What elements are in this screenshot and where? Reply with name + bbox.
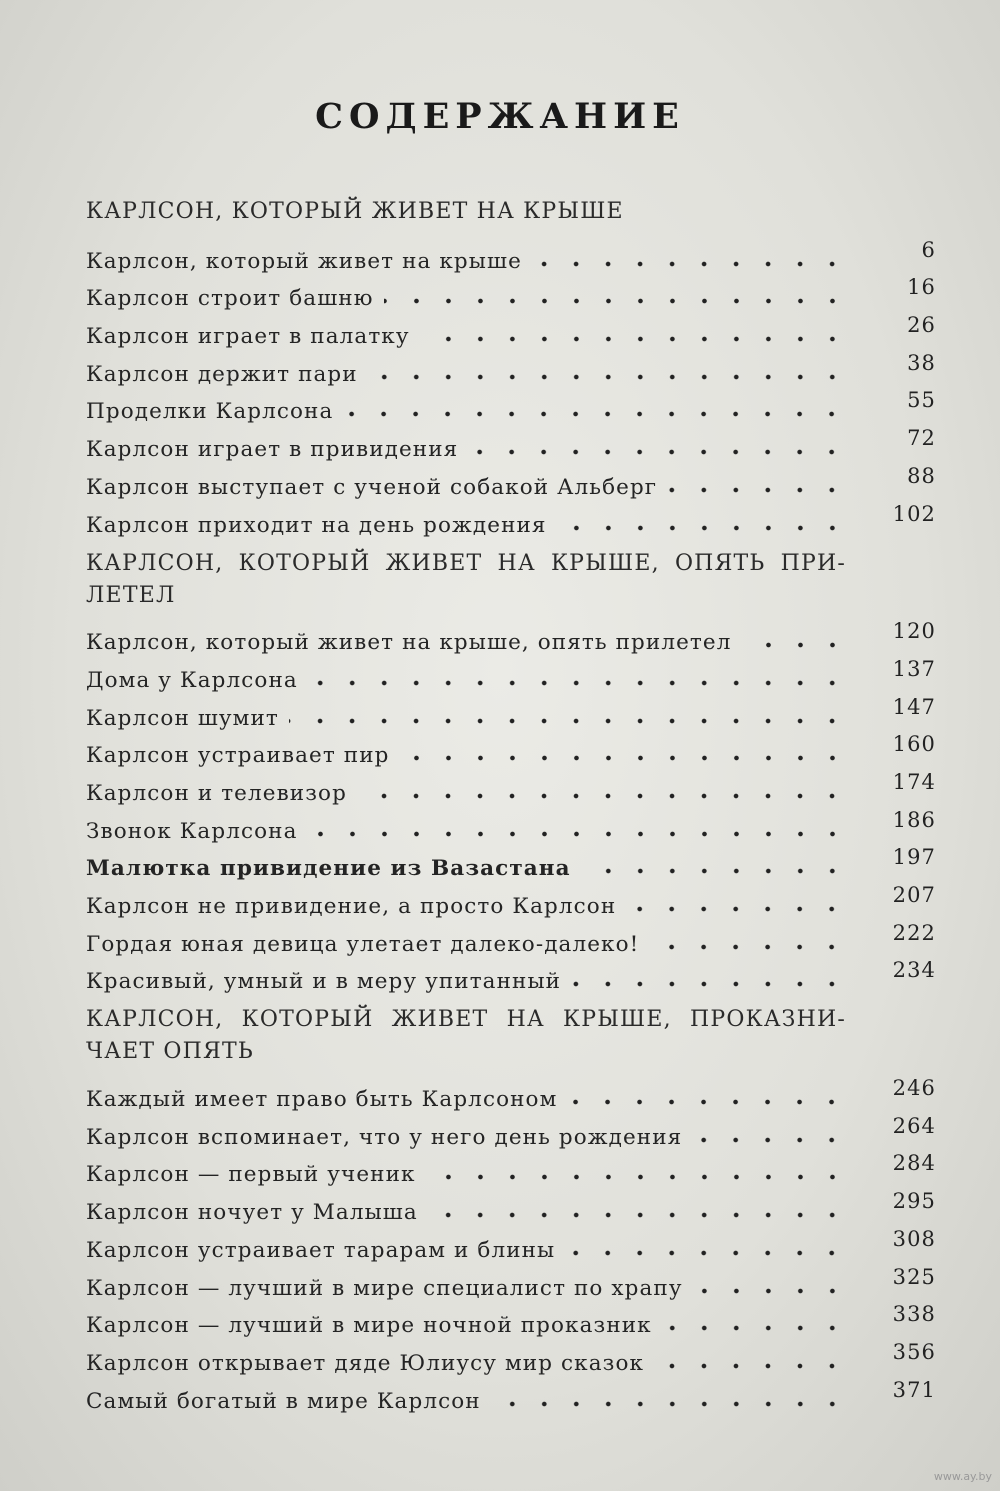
entry-title: Карлсон вспоминает, что у него день рождения (86, 1124, 683, 1150)
dot-leader (308, 830, 848, 838)
dot-leader (308, 679, 848, 687)
entry-title: Карлсон — первый ученик (86, 1162, 416, 1188)
entry-title: Карлсон — лучший в мире специалист по храпу (86, 1275, 683, 1301)
toc-entry (86, 1376, 936, 1414)
entry-page: 197 (892, 845, 936, 870)
entry-title: Звонок Карлсона (86, 818, 298, 844)
entry-title: Карлсон — лучший в мире ночной проказник (86, 1313, 652, 1339)
entry-page: 371 (892, 1377, 936, 1402)
entry-title: Малютка привидение из Вазастана (86, 856, 571, 882)
toc-entry (86, 806, 936, 844)
entry-title: Карлсон строит башню (86, 286, 374, 312)
entry-page: 186 (892, 807, 936, 832)
toc-entry (86, 655, 936, 693)
entry-title: Карлсон приходит на день рождения (86, 512, 547, 538)
entry-title: Проделки Карлсона (86, 399, 334, 425)
toc-entry (86, 1074, 936, 1112)
toc-entry (86, 236, 936, 274)
section-heading: КАРЛСОН, КОТОРЫЙ ЖИВЕТ НА КРЫШЕ, ОПЯТЬ ПРИ- ЛЕТЕЛ (86, 550, 846, 608)
entry-title: Карлсон держит пари (86, 361, 358, 387)
dot-leader (384, 297, 848, 305)
entry-title: Карлсон устраивает тарарам и блины (86, 1237, 556, 1263)
entry-page: 264 (892, 1113, 936, 1138)
entry-title: Карлсон выступает с ученой собакой Альберг (86, 474, 658, 500)
dot-leader (343, 410, 848, 418)
entry-page: 222 (892, 920, 936, 945)
dot-leader (420, 335, 848, 343)
table-of-contents (86, 196, 936, 1414)
dot-leader (400, 754, 848, 762)
dot-leader (357, 792, 848, 800)
toc-entry (86, 881, 936, 919)
dot-leader (654, 1362, 848, 1370)
page-title: СОДЕРЖАНИЕ (315, 96, 685, 137)
toc-entry (86, 424, 936, 462)
entry-page: 246 (892, 1076, 936, 1101)
entry-page: 308 (892, 1226, 936, 1251)
toc-entry (86, 1225, 936, 1263)
dot-leader (626, 905, 848, 913)
toc-entry (86, 387, 936, 425)
section-heading: КАРЛСОН, КОТОРЫЙ ЖИВЕТ НА КРЫШЕ, ПРОКАЗНИ- ЧАЕТ ОПЯТЬ (86, 1007, 846, 1065)
toc-entry (86, 462, 936, 500)
dot-leader (571, 980, 848, 988)
section-heading: КАРЛСОН, КОТОРЫЙ ЖИВЕТ НА КРЫШЕ (86, 199, 624, 224)
entry-page: 325 (892, 1264, 936, 1289)
entry-title: Красивый, умный и в меру упитанный (86, 969, 562, 995)
entry-title: Карлсон шумит (86, 705, 279, 731)
toc-entry (86, 731, 936, 769)
toc-entry (86, 1263, 936, 1301)
entry-page: 88 (907, 463, 936, 488)
toc-entry (86, 1112, 936, 1150)
dot-leader (567, 1098, 848, 1106)
entry-page: 160 (892, 732, 936, 757)
dot-leader (692, 1136, 848, 1144)
entry-title: Карлсон и телевизор (86, 780, 347, 806)
entry-page: 207 (892, 883, 936, 907)
dot-leader (581, 867, 848, 875)
dot-leader (468, 448, 848, 456)
toc-group (86, 236, 936, 538)
entry-page: 16 (907, 275, 936, 300)
toc-entry (86, 349, 936, 387)
watermark: www.ay.by (933, 1470, 992, 1483)
entry-title: Карлсон не привидение, а просто Карлсон (86, 894, 617, 919)
entry-page: 6 (921, 237, 936, 262)
entry-title: Карлсон ночует у Малыша (86, 1200, 418, 1226)
toc-entry (86, 693, 936, 731)
entry-title: Карлсон, который живет на крыше, опять прилетел (86, 630, 732, 656)
dot-leader (742, 641, 848, 649)
toc-entry (86, 1187, 936, 1225)
entry-page: 295 (892, 1189, 936, 1214)
entry-page: 120 (892, 619, 936, 644)
entry-title: Самый богатый в мире Карлсон (86, 1388, 481, 1414)
dot-leader (662, 1324, 848, 1332)
dot-leader (649, 943, 848, 951)
toc-entry (86, 311, 936, 349)
entry-title: Дома у Карлсона (86, 667, 298, 693)
dot-leader (557, 524, 848, 532)
dot-leader (428, 1211, 848, 1219)
entry-page: 102 (892, 501, 936, 526)
dot-leader (565, 1249, 848, 1257)
toc-entry (86, 844, 936, 882)
toc-entry (86, 1301, 936, 1339)
dot-leader (426, 1173, 848, 1181)
dot-leader (693, 1287, 848, 1295)
toc-entry (86, 1338, 936, 1376)
entry-page: 338 (892, 1302, 936, 1327)
toc-entry (86, 1150, 936, 1188)
toc-entry (86, 768, 936, 806)
entry-title: Гордая юная девица улетает далеко-далеко! (86, 931, 640, 957)
toc-entry (86, 919, 936, 957)
dot-leader (532, 260, 848, 268)
toc-entry (86, 618, 936, 656)
entry-title: Карлсон играет в палатку (86, 324, 410, 350)
entry-page: 356 (892, 1339, 936, 1364)
entry-page: 147 (892, 694, 936, 719)
dot-leader (667, 486, 848, 494)
dot-leader (491, 1400, 848, 1408)
entry-title: Каждый имеет право быть Карлсоном (86, 1087, 558, 1113)
entry-page: 72 (907, 426, 936, 451)
entry-page: 38 (907, 350, 936, 375)
entry-page: 137 (892, 656, 936, 681)
entry-page: 55 (907, 388, 936, 413)
entry-title: Карлсон, который живет на крыше (86, 248, 522, 274)
entry-title: Карлсон открывает дяде Юлиусу мир сказок (86, 1350, 645, 1376)
toc-group (86, 1074, 936, 1413)
dot-leader (289, 717, 848, 725)
toc-entry (86, 500, 936, 538)
entry-title: Карлсон играет в привидения (86, 437, 459, 463)
toc-group (86, 618, 936, 995)
entry-page: 234 (892, 958, 936, 983)
entry-title: Карлсон устраивает пир (86, 743, 390, 769)
toc-entry (86, 957, 936, 995)
entry-page: 26 (907, 313, 936, 338)
toc-entry (86, 274, 936, 312)
dot-leader (368, 373, 848, 381)
entry-page: 284 (892, 1151, 936, 1176)
entry-page: 174 (892, 769, 936, 794)
